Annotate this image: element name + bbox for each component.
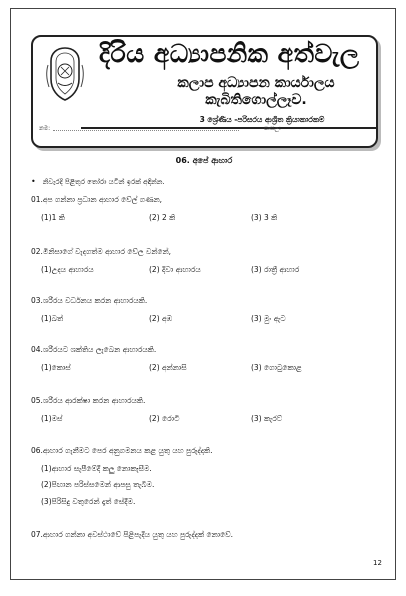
q2-option-3[interactable]: (3) රාත්‍රී ආහාර: [251, 265, 300, 274]
name-line: [53, 130, 239, 131]
page-number: 12: [373, 559, 382, 567]
question-7: 07.ආහාර ගන්නා අවස්ථාවේ පිළිපැදිය යුතු යහ පුරුද්දක් නොවේ.: [31, 530, 234, 539]
q5-option-2[interactable]: (2) රොටි: [149, 414, 180, 423]
bullet-icon: •: [31, 177, 36, 186]
emblem-icon: [43, 45, 87, 103]
lesson-title: 06. අපේ ආහාර: [175, 156, 233, 165]
office-line-1: කලාප අධ්‍යාපන කාර්යාලය: [177, 75, 335, 91]
office-name: [151, 75, 361, 109]
question-3: 03.ශරීරය වර්ධනය කරන ආහාරයකි.: [31, 296, 148, 305]
q4-option-2[interactable]: (2) අන්නාසි: [149, 363, 187, 372]
question-2: 02.මිනිසාගේ වැදගත්ම ආහාර වේල වන්නේ,: [31, 247, 172, 256]
question-6: 06.ආහාර ගැනීමට පෙර අනුගමනය කළ යුතු යහ පුරුද්දකි.: [31, 446, 213, 455]
q1-option-1[interactable]: (1)1 කි: [41, 213, 65, 222]
q3-option-3[interactable]: (3) මුං ඇට: [251, 314, 286, 323]
brand-title: දිරිය අධ්‍යාපනික අත්වැල: [99, 39, 360, 68]
q6-option-2[interactable]: (2)පිඟාන පරිස්සමෙන් ආපසු තැබීම.: [41, 480, 155, 489]
header-box: [31, 35, 378, 148]
q4-option-3[interactable]: (3) ගොටුකොළ: [251, 363, 302, 372]
office-line-2: කැබිතිගොල්ලෑව.: [205, 92, 307, 108]
q1-option-3[interactable]: (3) 3 කි: [251, 213, 278, 222]
question-4: 04.ශරීරයට ශක්තිය ලැබෙන ආහාරයකි.: [31, 345, 157, 354]
q6-option-1[interactable]: (1)ආහාර සැපීමේදී කලු නොකෑසීම.: [41, 464, 152, 473]
question-5: 05.ශරීරය ආරක්ෂා කරන ආහාරයකි.: [31, 396, 146, 405]
q5-option-1[interactable]: (1)මස්: [41, 414, 63, 423]
instruction: [31, 177, 165, 187]
q3-option-1[interactable]: (1)බත්: [41, 314, 64, 323]
q6-option-3[interactable]: (3)පිරිසිදු වතුරෙන් දෑත් සේදීම.: [41, 497, 136, 506]
q4-option-1[interactable]: (1)කොස්: [41, 363, 71, 372]
q2-option-1[interactable]: (1)උදය ආහාරය: [41, 265, 94, 274]
worksheet-page: [10, 8, 396, 580]
activity-title: 3 ශ්‍රේණිය -පරිසරය ආශ්‍රිත ක්‍රියාකාරකම්: [199, 115, 325, 124]
school-label: පාසල:: [264, 125, 281, 132]
header-divider: [81, 127, 378, 129]
instruction-text: නිවැරදි පිළිතුර තෝරා යටින් ඉරක් අඳින්න.: [42, 178, 165, 186]
q5-option-3[interactable]: (3) කැරට්: [251, 414, 283, 423]
question-1: 01.අප ගන්නා ප්‍රධාන ආහාර වේල් ගණන,: [31, 195, 163, 204]
q1-option-2[interactable]: (2) 2 කි: [149, 213, 176, 222]
q3-option-2[interactable]: (2) අඹ: [149, 314, 173, 323]
name-label: නම:: [39, 125, 51, 132]
q2-option-2[interactable]: (2) දිවා ආහාරය: [149, 265, 201, 274]
